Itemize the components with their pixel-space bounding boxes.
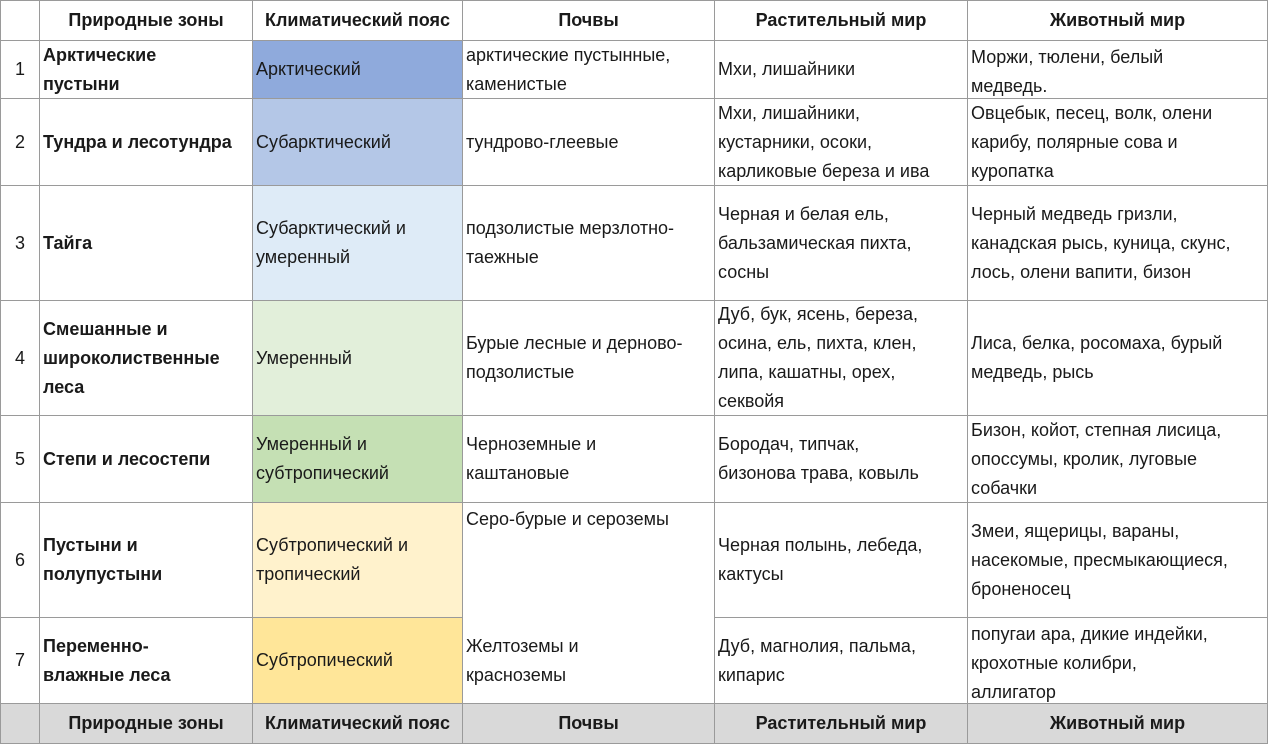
footer-corner [1, 704, 40, 744]
climate-belt: Субарктический [253, 99, 463, 186]
row-number: 3 [1, 186, 40, 301]
soil-type: Бурые лесные и дерново- подзолистые [463, 301, 715, 416]
fauna-list: Черный медведь гризли, канадская рысь, куница, скунс, лось, олени вапити, бизон [968, 186, 1268, 301]
footer-flora: Растительный мир [715, 704, 968, 744]
flora-list: Черная и белая ель, бальзамическая пихта, сосны [715, 186, 968, 301]
flora-list: Дуб, магнолия, пальма, кипарис [715, 618, 968, 704]
flora-list: Мхи, лишайники, кустарники, осоки, карликовые береза и ива [715, 99, 968, 186]
soil-type: арктические пустынные, каменистые [463, 41, 715, 99]
header-flora: Растительный мир [715, 1, 968, 41]
footer-fauna: Животный мир [968, 704, 1268, 744]
flora-list: Черная полынь, лебеда, кактусы [715, 503, 968, 618]
row-number: 2 [1, 99, 40, 186]
header-fauna: Животный мир [968, 1, 1268, 41]
soil-type: Черноземные и каштановые [463, 416, 715, 503]
flora-list: Мхи, лишайники [715, 41, 968, 99]
header-belt: Климатический пояс [253, 1, 463, 41]
climate-belt: Умеренный и субтропический [253, 416, 463, 503]
row-number: 4 [1, 301, 40, 416]
flora-list: Дуб, бук, ясень, береза, осина, ель, пихта, клен, липа, кашатны, орех, секвойя [715, 301, 968, 416]
row-number: 6 [1, 503, 40, 618]
fauna-list: Моржи, тюлени, белый медведь. [968, 41, 1268, 99]
fauna-list: попугаи ара, дикие индейки, крохотные колибри, аллигатор [968, 618, 1268, 704]
zone-name: Степи и лесостепи [40, 416, 253, 503]
zone-name: Пустыни и полупустыни [40, 503, 253, 618]
soil-type: подзолистые мерзлотно- таежные [463, 186, 715, 301]
climate-belt: Умеренный [253, 301, 463, 416]
zone-name: Переменно- влажные леса [40, 618, 253, 704]
climate-belt: Субтропический [253, 618, 463, 704]
zone-name: Смешанные и широколиственные леса [40, 301, 253, 416]
fauna-list: Лиса, белка, росомаха, бурый медведь, рысь [968, 301, 1268, 416]
soil-type: Желтоземы и красноземы [463, 618, 715, 704]
row-number: 5 [1, 416, 40, 503]
footer-soil: Почвы [463, 704, 715, 744]
zone-name: Арктические пустыни [40, 41, 253, 99]
fauna-list: Змеи, ящерицы, вараны, насекомые, пресмыкающиеся, броненосец [968, 503, 1268, 618]
header-corner [1, 1, 40, 41]
zone-name: Тундра и лесотундра [40, 99, 253, 186]
soil-type: тундрово-глеевые [463, 99, 715, 186]
row-number: 7 [1, 618, 40, 704]
header-zone: Природные зоны [40, 1, 253, 41]
soil-type: Серо-бурые и сероземы [463, 503, 715, 618]
climate-belt: Субарктический и умеренный [253, 186, 463, 301]
climate-belt: Субтропический и тропический [253, 503, 463, 618]
climate-belt: Арктический [253, 41, 463, 99]
footer-zone: Природные зоны [40, 704, 253, 744]
fauna-list: Овцебык, песец, волк, олени карибу, полярные сова и куропатка [968, 99, 1268, 186]
fauna-list: Бизон, койот, степная лисица, опоссумы, кролик, луговые собачки [968, 416, 1268, 503]
footer-belt: Климатический пояс [253, 704, 463, 744]
row-number: 1 [1, 41, 40, 99]
zone-name: Тайга [40, 186, 253, 301]
flora-list: Бородач, типчак, бизонова трава, ковыль [715, 416, 968, 503]
header-soil: Почвы [463, 1, 715, 41]
